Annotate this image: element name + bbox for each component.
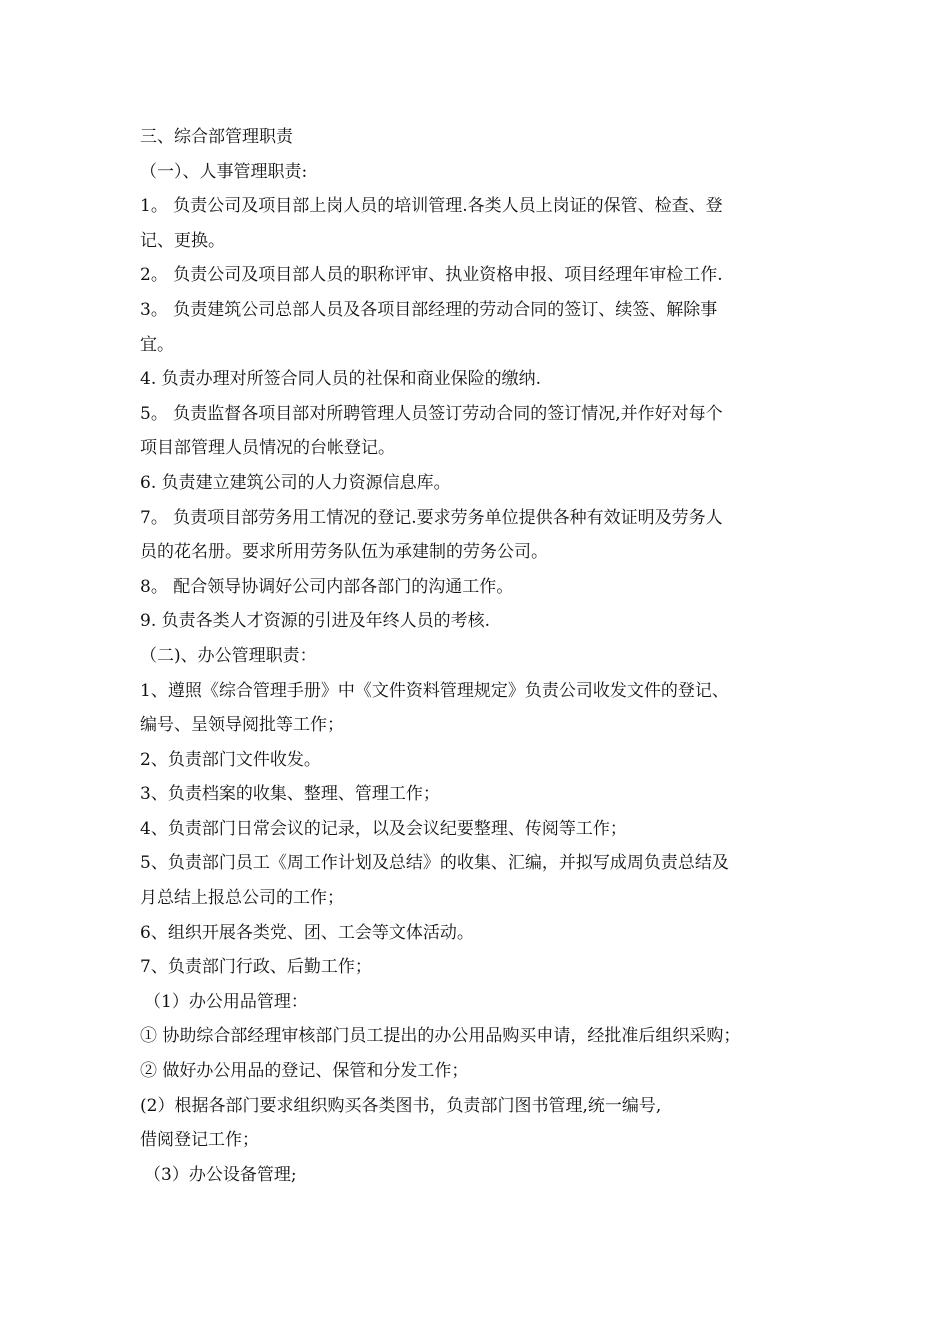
text-line: 3、负责档案的收集、整理、管理工作； — [140, 784, 440, 805]
text-line: 5、负责部门员工《周工作计划及总结》的收集、汇编，并拟写成周负责总结及 — [140, 853, 729, 874]
text-line: 2。 负责公司及项目部人员的职称评审、执业资格申报、项目经理年审检工作. — [140, 265, 723, 286]
text-line: 5。 负责监督各项目部对所聘管理人员签订劳动合同的签订情况,并作好对每个 — [140, 403, 723, 424]
text-line: 3。 负责建筑公司总部人员及各项目部经理的劳动合同的签订、续签、解除事 — [140, 299, 718, 320]
text-line: ② 做好办公用品的登记、保管和分发工作； — [140, 1061, 469, 1082]
text-line: 8。 配合领导协调好公司内部各部门的沟通工作。 — [140, 576, 514, 597]
text-line: 6. 负责建立建筑公司的人力资源信息库。 — [140, 472, 451, 493]
text-line: 4. 负责办理对所签合同人员的社保和商业保险的缴纳. — [140, 369, 542, 390]
text-line: 项目部管理人员情况的台帐登记。 — [140, 438, 395, 459]
subsection-heading-personnel: （一）、人事管理职责: — [140, 161, 308, 182]
text-line: （1）办公用品管理： — [144, 991, 308, 1012]
text-line: 2、负责部门文件收发。 — [140, 749, 321, 770]
subsection-heading-office: （二)、办公管理职责： — [140, 645, 317, 666]
text-line: 6、组织开展各类党、团、工会等文体活动。 — [140, 922, 474, 943]
text-line: (2）根据各部门要求组织购买各类图书，负责部门图书管理,统一编号, — [140, 1095, 662, 1116]
text-line: （3）办公设备管理; — [144, 1164, 297, 1185]
text-line: 宜。 — [140, 334, 174, 355]
text-line: 1。 负责公司及项目部上岗人员的培训管理.各类人员上岗证的保管、检查、登 — [140, 196, 723, 217]
text-line: 9. 负责各类人才资源的引进及年终人员的考核. — [140, 611, 491, 632]
text-line: 7。 负责项目部劳务用工情况的登记.要求劳务单位提供各种有效证明及劳务人 — [140, 507, 723, 528]
text-line: 员的花名册。要求所用劳务队伍为承建制的劳务公司。 — [140, 542, 548, 563]
text-line: 月总结上报总公司的工作； — [140, 888, 344, 909]
text-line: 1、遵照《综合管理手册》中《文件资料管理规定》负责公司收发文件的登记、 — [140, 680, 729, 701]
document-body — [140, 120, 812, 1192]
text-line: 7、负责部门行政、后勤工作； — [140, 957, 372, 978]
text-line: 4、负责部门日常会议的记录，以及会议纪要整理、传阅等工作； — [140, 818, 627, 839]
text-line: ① 协助综合部经理审核部门员工提出的办公用品购买申请，经批准后组织采购； — [140, 1026, 741, 1047]
section-heading: 三、综合部管理职责 — [140, 127, 293, 147]
text-line: 记、更换。 — [140, 230, 225, 251]
text-line: 借阅登记工作； — [140, 1130, 259, 1151]
text-line: 编号、呈领导阅批等工作； — [140, 715, 344, 736]
